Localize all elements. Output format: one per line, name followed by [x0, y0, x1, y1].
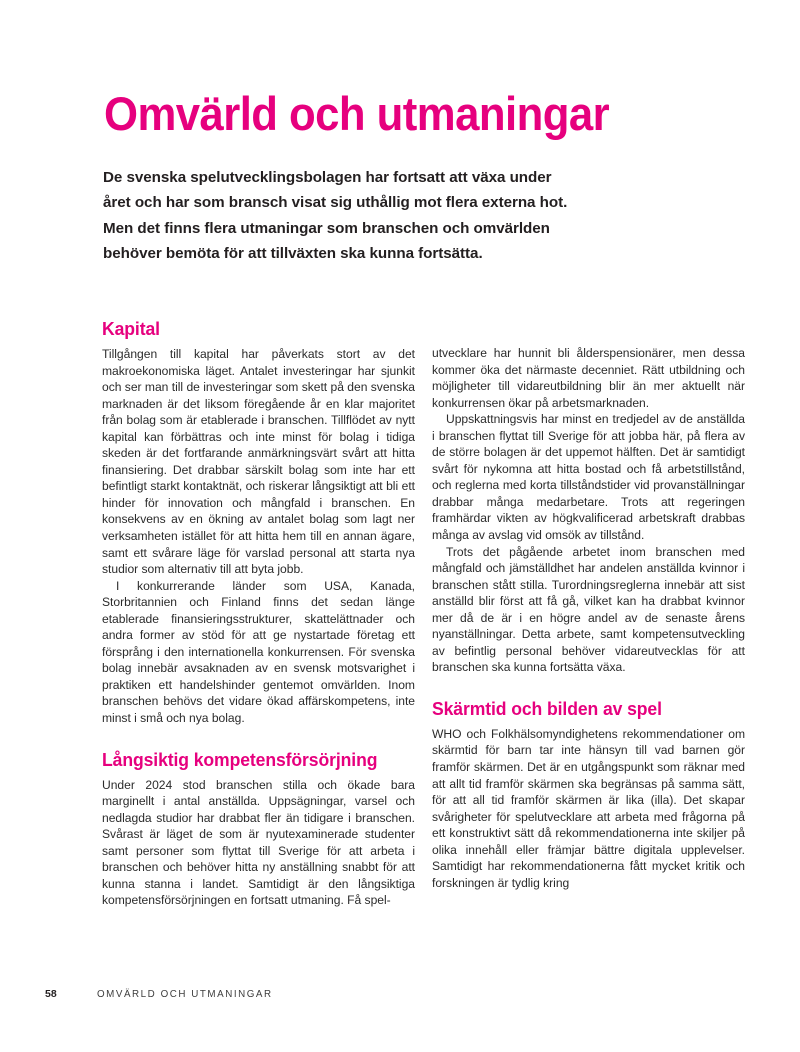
body-paragraph: Uppskattningsvis har minst en tredjedel av de anställda i branschen flyttat till Sverige för att jobba här, på flera av de större bolagen är det uppemot hälften. Det är samtidigt svårt för nykomna att hitta bostad och få arbetstillstånd, och reglerna med korta tillståndstider vid provanställningar drabbar många medarbetare. Trots att regeringen framhärdar vikten av högkvalificerad arbetskraft drabbas många av avslag vid omsök av tillstånd. — [432, 412, 745, 543]
body-paragraph: utvecklare har hunnit bli ålderspensionärer, men dessa kommer öka det närmaste decenniet. Rätt utbildning och möjligheter till vidareutbildning blir än mer aktuellt när konkurrensen ökar på arbetsmarknaden. — [432, 346, 745, 410]
body-paragraph: I konkurrerande länder som USA, Kanada, Storbritannien och Finland finns det sedan länge etablerade finansieringsstrukturer, skattelättnader och andra former av stöd för att ge nystartade företag ett försprång i den internationella konkurrensen. För svenska bolag innebär avsaknaden av en svensk motsvarighet i praktiken ett handelshinder gentemot omvärlden. Inom branschen behövs det vidare ökad affärskompetens, inte minst i små och nya bolag. — [102, 578, 415, 726]
column-right — [432, 345, 745, 891]
section-heading-skarmtid: Skärmtid och bilden av spel — [432, 697, 662, 719]
body-paragraph: Trots det pågående arbetet inom branschen med mångfald och jämställdhet har andelen anställda kvinnor i branschen stått stilla. Turordningsreglerna innebär att sist anställd blir först att få gå, vilket kan ha drabbat kvinnor mer då de är i en högre andel av de senaste årens nyanställningar. Detta arbete, samt kompetensutveckling av befintlig personal behöver vidareutvecklas för att branschen ska kunna fortsätta växa. — [432, 544, 745, 675]
section-heading-kapital: Kapital — [102, 318, 160, 339]
page-title: Omvärld och utmaningar — [104, 87, 610, 141]
page-number: 58 — [45, 988, 57, 1000]
body-paragraph: WHO och Folkhälsomyndighetens rekommendationer om skärmtid för barn tar inte hänsyn till vad barnen gör framför skärmen. Det är en utgångspunkt som räknar med att allt tid framför skärmen ska begränsas på samma sätt, för att all tid framför skärmen är lika (illa). Det skapar svårigheter för spelutvecklare att arbeta med frågorna på ett konstruktivt sätt då rekommendationerna inte skiljer på olika innehåll eller främjar bättre digitala upplevelser. Samtidigt har rekommendationerna fått mycket kritik och forskningen är tydlig kring — [432, 726, 745, 890]
running-head: OMVÄRLD OCH UTMANINGAR — [97, 989, 273, 1000]
section-heading-kompetensforsorjning: Långsiktig kompetensförsörjning — [102, 748, 378, 770]
body-paragraph: Tillgången till kapital har påverkats stort av det makroekonomiska läget. Antalet investeringar har sjunkit och ser man till de investeringar som skett på den svenska marknaden är det liksom föregående år en klar majoritet från bolag som är etablerade i branschen. Tillflödet av nytt kapital kan förbättras och inte minst för bolag i tidiga skeden är det fortfarande anmärkningsvärt svårt att hitta finansiering. Det drabbar särskilt bolag som inte har ett befintligt starkt kontaktnät, och riskerar långsiktigt att bli ett hinder för innovation och mångfald i branschen. En konsekvens av en ökning av antalet bolag som lagt ner verksamheten istället för att hitta hem till en annan ägare, samt ett svårare läge för varslad personal att starta nya studior som alternativ till att byta jobb. — [102, 347, 415, 577]
lead-paragraph: De svenska spelutvecklingsbolagen har fortsatt att växa under året och har som bransch visat sig uthållig mot flera externa hot. Men det finns flera utmaningar som branschen och omvärlden behöver bemöta för att tillväxten ska kunna fortsätta. — [103, 169, 568, 262]
section-spacer — [102, 727, 415, 749]
body-paragraph: Under 2024 stod branschen stilla och ökade bara marginellt i antal anställda. Uppsägningar, varsel och nedlagda studior har drabbat fler än tidigare i branschen. Svårast är läget de som är nyutexaminerade studenter samt personer som flyttat till Sverige för att arbeta i branschen och behöver hitta ny anställning snabbt för att kunna stanna i landet. Samtidigt är den långsiktiga kompetensförsörjningen en fortsatt utmaning. Få spel- — [102, 777, 415, 908]
section-spacer — [432, 676, 745, 698]
column-left — [102, 318, 415, 909]
page-footer — [45, 988, 745, 1004]
